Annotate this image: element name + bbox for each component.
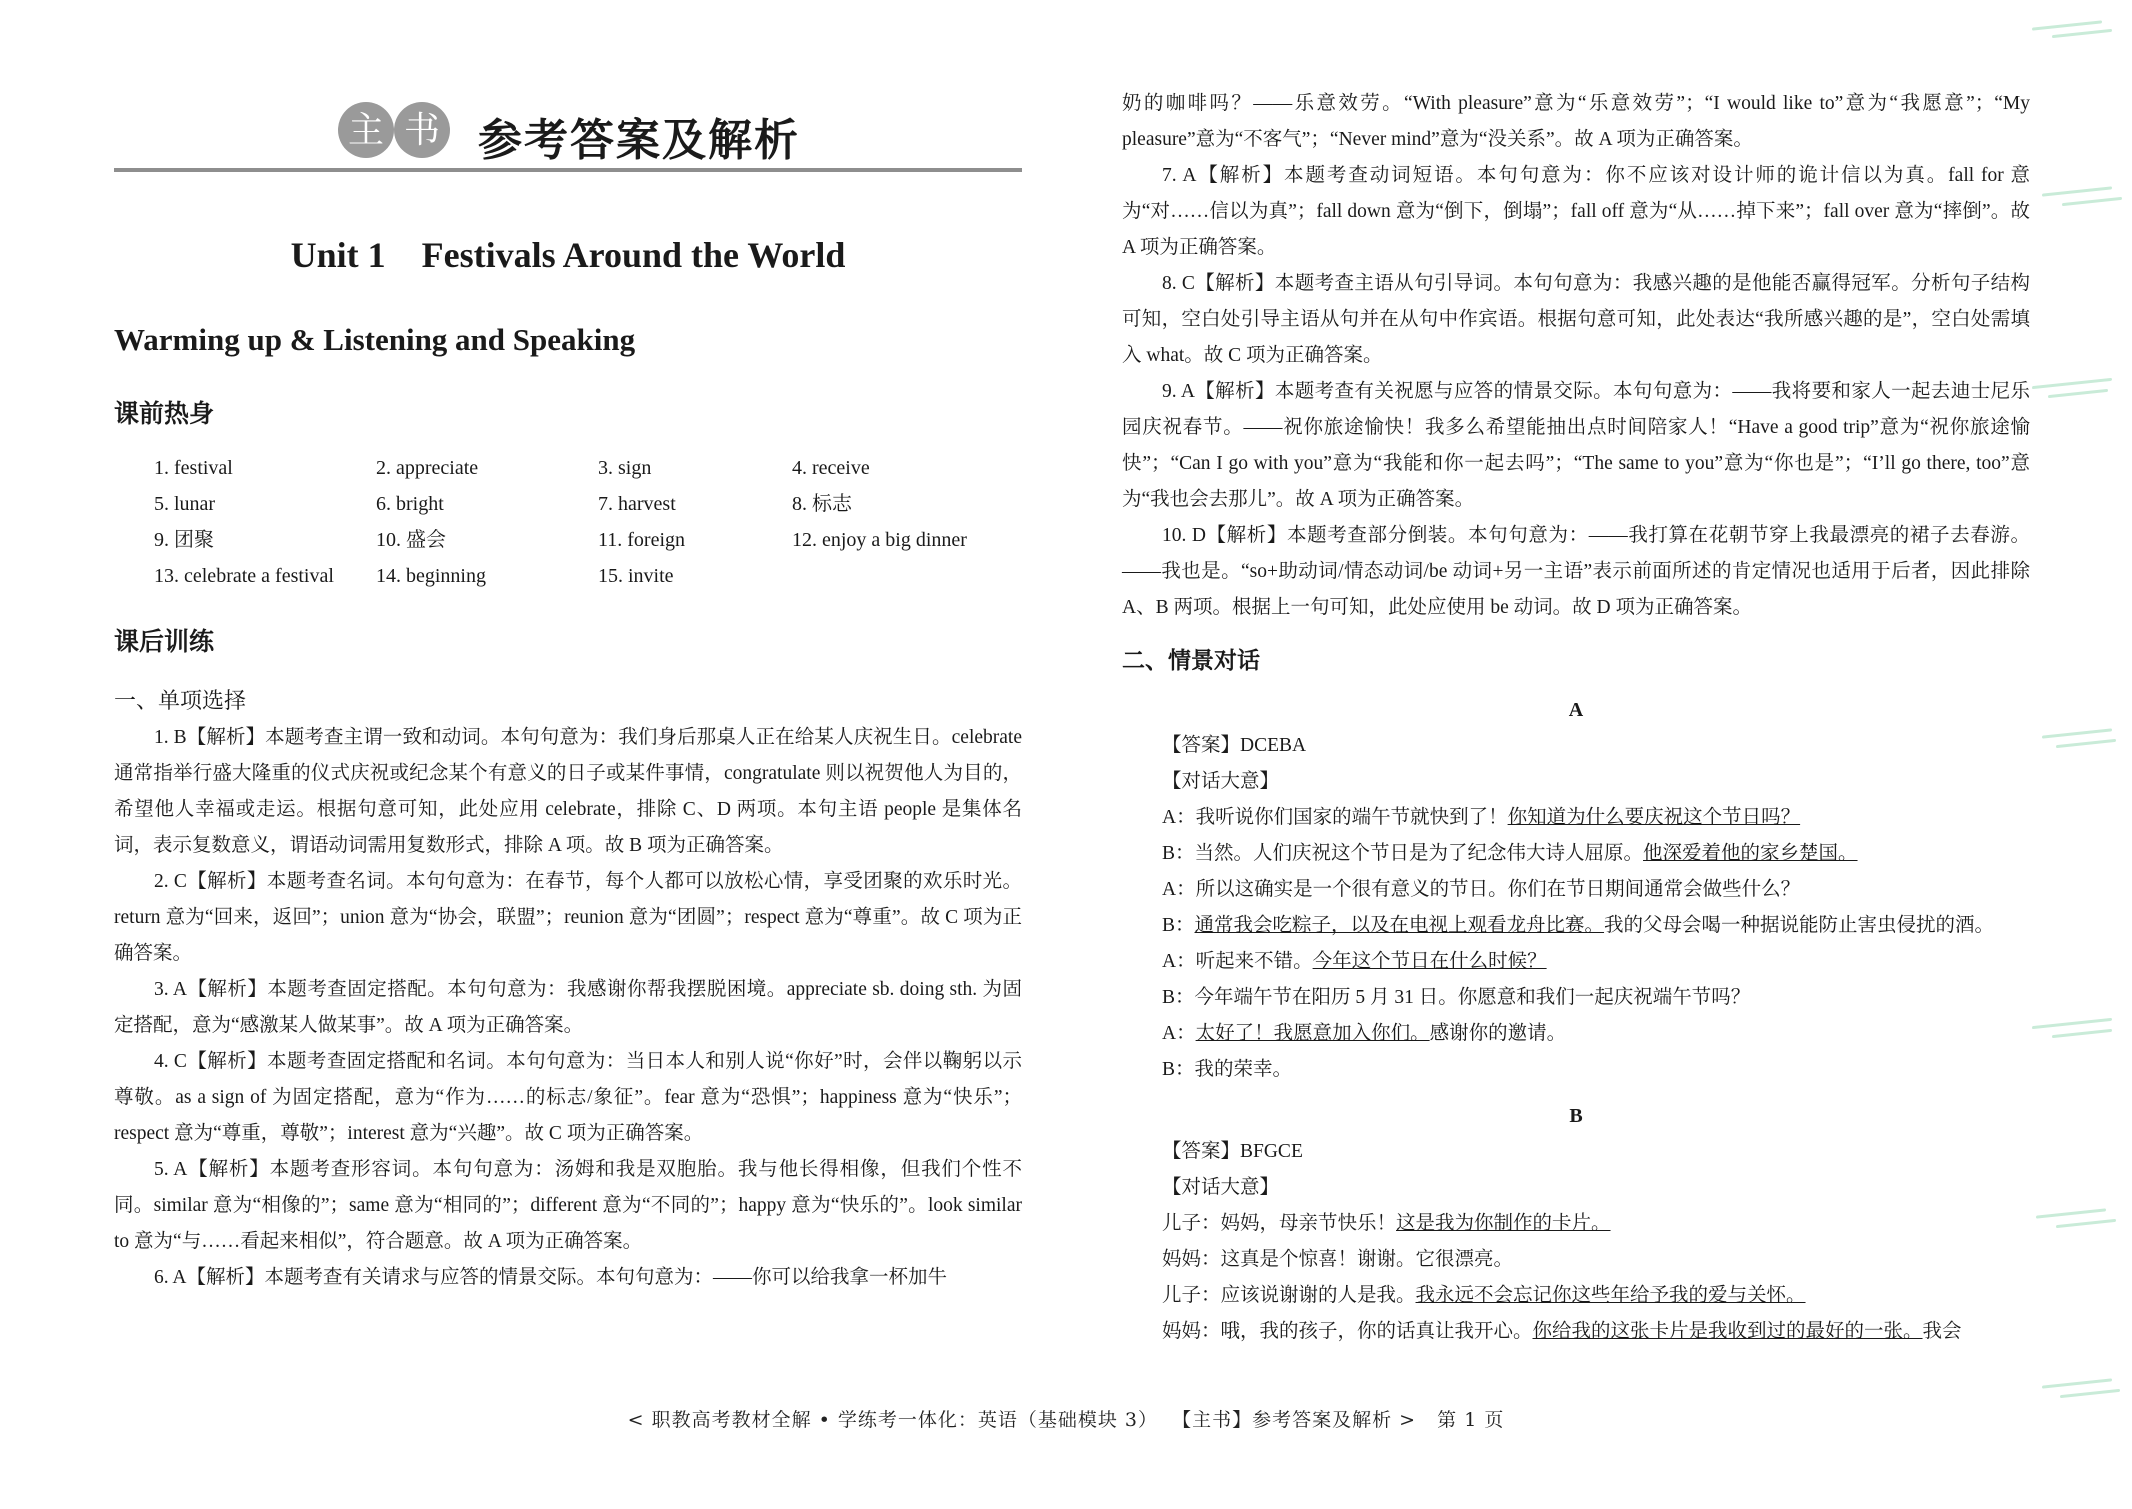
vocab-item: 4. receive <box>792 457 870 479</box>
single-choice-heading: 一、单项选择 <box>114 689 247 714</box>
vocab-item: 3. sign <box>598 457 652 479</box>
header-title: 参考答案及解析 <box>478 116 800 165</box>
decorative-stripe <box>2012 720 2132 756</box>
dialogue-b-summary-label: 【对话大意】 <box>1162 1177 1280 1198</box>
vocab-item: 8. 标志 <box>792 493 852 515</box>
dialogue-b-label: B <box>1569 1105 1583 1127</box>
underlined-answer: 这是我为你制作的卡片。 <box>1396 1213 1611 1234</box>
header-circle-zhu: 主 <box>338 102 394 158</box>
decorative-stripe <box>2012 1010 2132 1046</box>
answer-paragraph: 2. C【解析】本题考查名词。本句句意为：在春节，每个人都可以放松心情，享受团聚的欢乐时光。return 意为“回来，返回”；union 意为“协会，联盟”；reunion 意为“团圆”；respect 意为“尊重”。故 C 项为正确答案。 <box>114 871 1022 964</box>
decorative-stripe <box>2012 1370 2132 1406</box>
page-footer: < 职教高考教材全解 • 学练考一体化：英语（基础模块 3） 【主书】参考答案及解析 > 第 1 页 <box>627 1409 1505 1431</box>
header-circle-shu: 书 <box>394 102 450 158</box>
underlined-answer: 太好了！我愿意加入你们。 <box>1195 1023 1430 1044</box>
answer-paragraph: 奶的咖啡吗？——乐意效劳。“With pleasure”意为“乐意效劳”；“I would like to”意为“我愿意”；“My pleasure”意为“不客气”；“Never mind”意为“没关系”。故 A 项为正确答案。 <box>1122 93 2030 150</box>
vocab-item: 7. harvest <box>598 493 676 515</box>
answer-paragraph: 3. A【解析】本题考查固定搭配。本句句意为：我感谢你帮我摆脱困境。appreciate sb. doing sth. 为固定搭配，意为“感激某人做某事”。故 A 项为正确答案。 <box>114 979 1022 1036</box>
dialogue-heading: 二、情景对话 <box>1122 648 1260 674</box>
vocab-item: 14. beginning <box>376 565 486 587</box>
book-header <box>114 96 1022 172</box>
section-title: Warming up & Listening and Speaking <box>114 322 636 357</box>
vocab-item: 5. lunar <box>154 493 216 515</box>
underlined-answer: 他深爱着他的家乡楚国。 <box>1643 843 1858 864</box>
vocab-list <box>154 452 1022 592</box>
answer-paragraph: 6. A【解析】本题考查有关请求与应答的情景交际。本句句意为：——你可以给我拿一杯加牛 <box>154 1267 948 1288</box>
decorative-stripe <box>2012 180 2132 216</box>
dialogue-line: 妈妈：这真是个惊喜！谢谢。它很漂亮。 <box>1162 1249 1514 1270</box>
decorative-stripe <box>2012 1200 2132 1236</box>
answer-paragraph: 10. D【解析】本题考查部分倒装。本句句意为：——我打算在花朝节穿上我最漂亮的裙子去春游。——我也是。“so+助动词/情态动词/be 动词+另一主语”表示前面所述的肯定情况也适用于后者，因此排除 A、B 两项。根据上一句可知，此处应使用 be 动词。故 D 项为正确答案。 <box>1122 525 2030 618</box>
dialogue-line: B：当然。人们庆祝这个节日是为了纪念伟大诗人屈原。他深爱着他的家乡楚国。 <box>1162 843 1858 864</box>
dialogue-line: 儿子：应该说谢谢的人是我。我永远不会忘记你这些年给予我的爱与关怀。 <box>1162 1285 1806 1306</box>
dialogue-line: A：所以这确实是一个很有意义的节日。你们在节日期间通常会做些什么？ <box>1162 879 1801 900</box>
underlined-answer: 通常我会吃粽子，以及在电视上观看龙舟比赛。 <box>1194 915 1605 936</box>
dialogue-a-answer: 【答案】DCEBA <box>1162 735 1307 756</box>
answer-paragraph: 7. A【解析】本题考查动词短语。本句句意为：你不应该对设计师的诡计信以为真。fall for 意为“对……信以为真”；fall down 意为“倒下，倒塌”；fall off 意为“从……掉下来”；fall over 意为“摔倒”。故 A 项为正确答案。 <box>1122 165 2030 258</box>
dialogue-a-label: A <box>1568 699 1584 721</box>
answer-paragraph: 1. B【解析】本题考查主谓一致和动词。本句句意为：我们身后那桌人正在给某人庆祝生日。celebrate 通常指举行盛大隆重的仪式庆祝或纪念某个有意义的日子或某件事情，congratulate 则以祝贺他人为目的，希望他人幸福或走运。根据句意可知，此处应用 celebrate，排除 C、D 两项。本句主语 people 是集体名词，表示复数意义，谓语动词需用复数形式，排除 A 项。故 B 项为正确答案。 <box>114 727 1022 856</box>
underlined-answer: 你给我的这张卡片是我收到过的最好的一张。 <box>1532 1321 1923 1342</box>
dialogue-line: 儿子：妈妈，母亲节快乐！这是我为你制作的卡片。 <box>1162 1213 1611 1234</box>
dialogue-line: B：今年端午节在阳历 5 月 31 日。你愿意和我们一起庆祝端午节吗？ <box>1162 987 1751 1008</box>
vocab-item: 9. 团聚 <box>154 529 214 551</box>
vocab-item: 13. celebrate a festival <box>154 565 334 587</box>
answer-paragraph: 8. C【解析】本题考查主语从句引导词。本句句意为：我感兴趣的是他能否赢得冠军。分析句子结构可知，空白处引导主语从句并在从句中作宾语。根据句意可知，此处表达“我所感兴趣的是”，空白处需填入 what。故 C 项为正确答案。 <box>1122 273 2030 366</box>
vocab-item: 2. appreciate <box>376 457 479 479</box>
left-column <box>114 96 1022 1296</box>
answer-paragraph: 9. A【解析】本题考查有关祝愿与应答的情景交际。本句句意为：——我将要和家人一起去迪士尼乐园庆祝春节。——祝你旅途愉快！我多么希望能抽出点时间陪家人！“Have a good trip”意为“祝你旅途愉快”；“Can I go with you”意为“我能和你一起去吗”；“The same to you”意为“你也是”；“I’ll go there, too”意为“我也会去那儿”。故 A 项为正确答案。 <box>1122 381 2030 510</box>
dialogue-line: B：通常我会吃粽子，以及在电视上观看龙舟比赛。我的父母会喝一种据说能防止害虫侵扰的酒。 <box>1162 915 1995 936</box>
vocab-item: 15. invite <box>598 565 674 587</box>
decorative-stripe <box>2012 10 2132 46</box>
vocab-item: 11. foreign <box>598 529 686 551</box>
underlined-answer: 你知道为什么要庆祝这个节日吗？ <box>1507 807 1801 828</box>
preclass-heading: 课前热身 <box>114 399 215 428</box>
vocab-item: 1. festival <box>154 457 233 479</box>
dialogue-a-summary-label: 【对话大意】 <box>1162 771 1280 792</box>
vocab-item: 12. enjoy a big dinner <box>792 529 967 551</box>
underlined-answer: 我永远不会忘记你这些年给予我的爱与关怀。 <box>1415 1285 1806 1306</box>
dialogue-line: B：我的荣幸。 <box>1162 1059 1293 1080</box>
answer-paragraph: 5. A【解析】本题考查形容词。本句句意为：汤姆和我是双胞胎。我与他长得相像，但我们个性不同。similar 意为“相像的”；same 意为“相同的”；different 意为“不同的”；happy 意为“快乐的”。look similar to 意为“与……看起来相似”，符合题意。故 A 项为正确答案。 <box>114 1159 1022 1252</box>
vocab-item: 10. 盛会 <box>376 529 446 551</box>
underlined-answer: 今年这个节日在什么时候？ <box>1312 951 1547 972</box>
unit-title: Unit 1 Festivals Around the World <box>290 235 846 275</box>
dialogue-line: A：太好了！我愿意加入你们。感谢你的邀请。 <box>1162 1023 1567 1044</box>
dialogue-line: A：我听说你们国家的端午节就快到了！你知道为什么要庆祝这个节日吗？ <box>1162 807 1801 828</box>
dialogue-b-answer: 【答案】BFGCE <box>1162 1141 1303 1162</box>
afterclass-heading: 课后训练 <box>114 627 215 656</box>
answer-paragraph: 4. C【解析】本题考查固定搭配和名词。本句句意为：当日本人和别人说“你好”时，会伴以鞠躬以示尊敬。as a sign of 为固定搭配，意为“作为……的标志/象征”。fear 意为“恐惧”；happiness 意为“快乐”；respect 意为“尊重，尊敬”；interest 意为“兴趣”。故 C 项为正确答案。 <box>114 1051 1022 1144</box>
vocab-item: 6. bright <box>376 493 444 515</box>
dialogue-line: 妈妈：哦，我的孩子，你的话真让我开心。你给我的这张卡片是我收到过的最好的一张。我会 <box>1162 1321 1962 1342</box>
dialogue-line: A：听起来不错。今年这个节日在什么时候？ <box>1162 951 1547 972</box>
decorative-stripe <box>2012 370 2132 406</box>
right-column <box>1122 86 2030 1350</box>
